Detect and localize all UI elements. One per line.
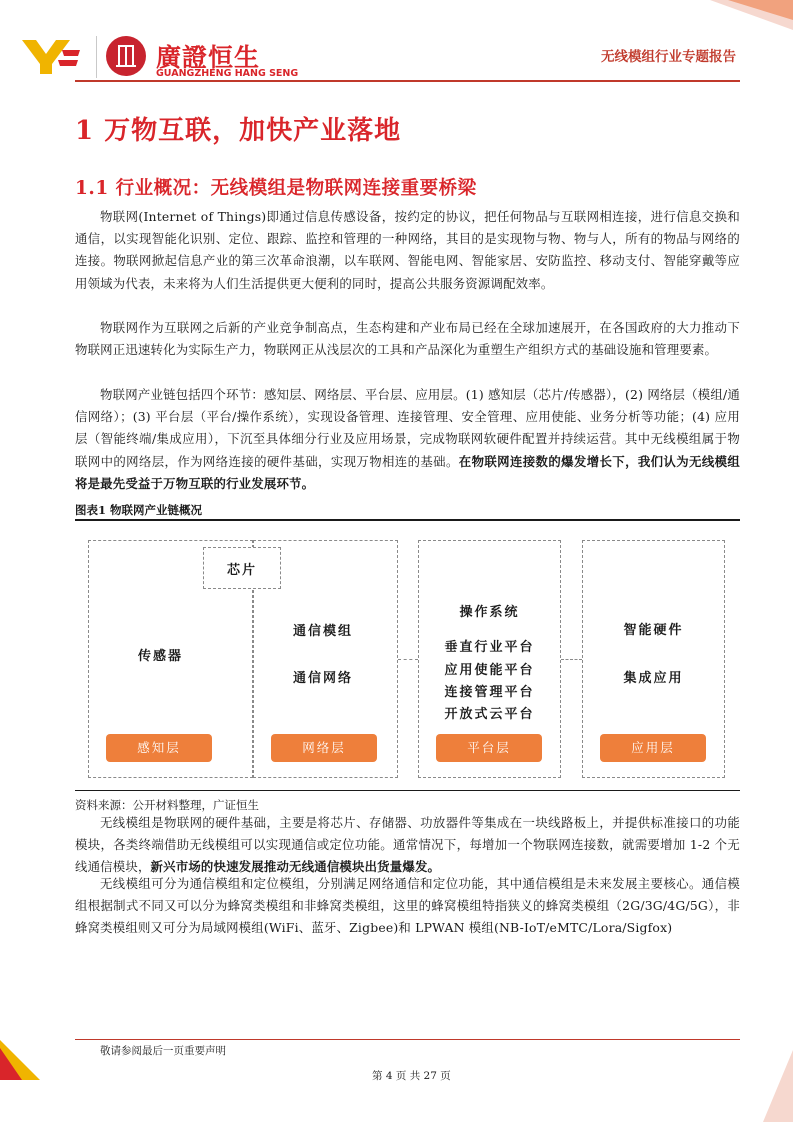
label-sensor: 传感器: [137, 649, 183, 664]
label-comm-module: 通信模组: [292, 624, 353, 639]
corner-decoration-top: [700, 0, 793, 50]
brand-name-cn: 廣證恒生: [156, 43, 261, 72]
paragraph-module-types: 无线模组可分为通信模组和定位模组，分别满足网络通信和定位功能，其中通信模组是未来发展主要核心。通信模组根据制式不同又可以分为蜂窝类模组和非蜂窝类模组，这里的蜂窝模组特指狭义的蜂窝类模组（2G/3G/4G/5G），非蜂窝类模组则又可分为局域网模组(WiFi、蓝牙、Zigbee)和 LPWAN 模组(NB-IoT/eMTC/Lora/Sigfox): [75, 876, 740, 936]
label-enable-platform: 应用使能平台: [444, 663, 535, 678]
report-title: 无线模组行业专题报告: [601, 49, 736, 65]
figure-top-rule: [75, 519, 740, 521]
label-connect-platform: 连接管理平台: [444, 685, 535, 700]
paragraph-iot-chain: [75, 384, 740, 495]
connector-network-platform: [398, 659, 418, 661]
brand-name-en: GUANGZHENG HANG SENG: [156, 68, 299, 79]
paragraph-iot-definition: 物联网(Internet of Things)即通过信息传感设备，按约定的协议，把任何物品与互联网相连接，进行信息交换和通信，以实现智能化识别、定位、跟踪、监控和管理的一种网络，其目的是实现物与物、物与人，所有的物品与网络的连接。物联网掀起信息产业的第三次革命浪潮，以车联网、智能电网、智能家居、安防监控、移动支付、智能穿戴等应用领域为代表，未来将为人们生活提供更大便利的同时，提高公共服务资源调配效率。: [75, 209, 740, 291]
corner-decoration-bottom: [0, 1040, 40, 1080]
corner-decoration-bottom-right: [753, 1050, 793, 1122]
figure-bottom-rule: [75, 790, 740, 791]
label-integrated-app: 集成应用: [623, 671, 684, 686]
header-divider: [75, 80, 740, 82]
paragraph-highlight: 新兴市场的快速发展推动无线通信模块出货量爆发。: [150, 859, 441, 875]
brand-seal-icon: [106, 36, 146, 76]
label-comm-network: 通信网络: [292, 671, 353, 686]
label-smart-hardware: 智能硬件: [623, 623, 684, 638]
category-application-layer: 应用层: [600, 734, 706, 762]
label-os: 操作系统: [459, 605, 520, 620]
paragraph-iot-competition: 物联网作为互联网之后新的产业竞争制高点，生态构建和产业布局已经在全球加速展开，在各国政府的大力推动下物联网正迅速转化为实际生产力，物联网正从浅层次的工具和产品深化为重塑生产组织方式的基础设施和管理要素。: [75, 320, 740, 358]
category-network-layer: 网络层: [271, 734, 377, 762]
category-platform-layer: 平台层: [436, 734, 542, 762]
label-vertical-platform: 垂直行业平台: [444, 640, 535, 655]
subsection-heading: 1.1 行业概况：无线模组是物联网连接重要桥梁: [75, 178, 477, 199]
logo-divider: [96, 36, 97, 78]
company-logo-icon: [22, 36, 82, 76]
paragraph-highlight: 在物联网连接数的爆发增长下，我们认为无线模组将是最先受益于万物互联的行业发展环节。: [75, 453, 741, 491]
page-number: 第 4 页 共 27 页: [372, 1070, 451, 1082]
figure-title: 图表1 物联网产业链概况: [75, 503, 203, 517]
paragraph-text: 物联网产业链包括四个环节：感知层、网络层、平台层、应用层。(1) 感知层（芯片/传感器），(2) 网络层（模组/通信网络）；(3) 平台层（平台/操作系统），实现设备管理、连接管理、安全管理、应用使能、业务分析等功能；(4) 应用层（智能终端/集成应用），下沉至具体细分行业及应用场景，完成物联网软硬件配置并持续运营。其中无线模组属于物联网中的网络层，作为网络连接的硬件基础，实现万物相连的基础。: [75, 387, 740, 469]
footer-disclaimer: 敬请参阅最后一页重要声明: [100, 1045, 226, 1057]
footer-divider: [75, 1039, 740, 1040]
section-heading: 1 万物互联，加快产业落地: [75, 116, 402, 146]
label-chip: 芯片: [226, 563, 257, 578]
paragraph-module-basics: [75, 812, 740, 879]
paragraph-text: 无线模组是物联网的硬件基础，主要是将芯片、存储器、功放器件等集成在一块线路板上，并提供标准接口的功能模块，各类终端借助无线模组可以实现通信或定位功能。通常情况下，每增加一个物联网连接数，就需要增加 1-2 个无线通信模块，: [75, 815, 740, 875]
connector-platform-application: [561, 659, 582, 661]
label-cloud-platform: 开放式云平台: [444, 707, 535, 722]
figure-source: 资料来源：公开材料整理，广证恒生: [75, 798, 259, 812]
category-perception-layer: 感知层: [106, 734, 212, 762]
